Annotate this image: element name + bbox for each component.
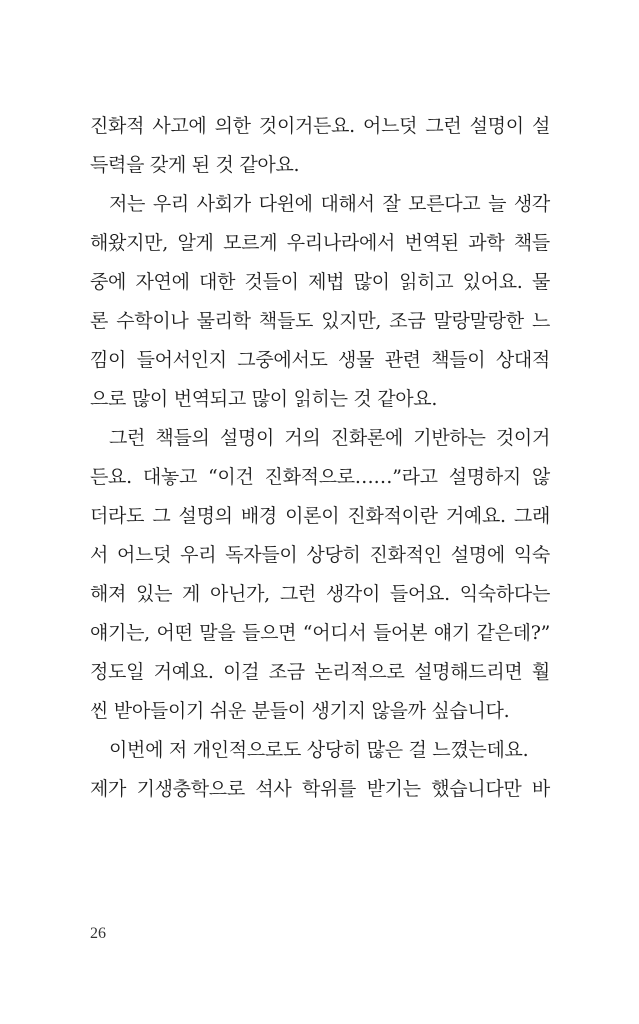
- text-line-7: 낌이 들어서인지 그중에서도 생물 관련 책들이 상대적: [90, 349, 550, 371]
- text-line-10: 든요. 대놓고 “이건 진화적으로……”라고 설명하지 않: [90, 466, 550, 488]
- page-number: 26: [90, 925, 106, 942]
- text-line-2: 득력을 갖게 된 것 같아요.: [90, 154, 300, 176]
- text-line-8: 으로 많이 번역되고 많이 읽히는 것 같아요.: [90, 388, 438, 410]
- text-line-1: 진화적 사고에 의한 것이거든요. 어느덧 그런 설명이 설: [90, 115, 550, 137]
- text-line-11: 더라도 그 설명의 배경 이론이 진화적이란 거예요. 그래: [90, 505, 550, 527]
- text-line-14: 얘기는, 어떤 말을 들으면 “어디서 들어본 얘기 같은데?”: [90, 622, 550, 644]
- text-line-15: 정도일 거예요. 이걸 조금 논리적으로 설명해드리면 훨: [90, 661, 550, 683]
- page-body: [90, 107, 550, 809]
- text-line-13: 해져 있는 게 아닌가, 그런 생각이 들어요. 익숙하다는: [90, 583, 550, 605]
- text-line-6: 론 수학이나 물리학 책들도 있지만, 조금 말랑말랑한 느: [90, 310, 550, 332]
- text-line-16: 씬 받아들이기 쉬운 분들이 생기지 않을까 싶습니다.: [90, 700, 510, 722]
- text-line-4: 해왔지만, 알게 모르게 우리나라에서 번역된 과학 책들: [90, 232, 550, 254]
- text-line-18: 제가 기생충학으로 석사 학위를 받기는 했습니다만 바: [90, 778, 550, 800]
- text-line-9: 그런 책들의 설명이 거의 진화론에 기반하는 것이거: [109, 427, 550, 449]
- text-line-12: 서 어느덧 우리 독자들이 상당히 진화적인 설명에 익숙: [90, 544, 550, 566]
- text-line-17: 이번에 저 개인적으로도 상당히 많은 걸 느꼈는데요.: [109, 739, 529, 761]
- text-line-5: 중에 자연에 대한 것들이 제법 많이 읽히고 있어요. 물: [90, 271, 550, 293]
- text-line-3: 저는 우리 사회가 다윈에 대해서 잘 모른다고 늘 생각: [109, 193, 550, 215]
